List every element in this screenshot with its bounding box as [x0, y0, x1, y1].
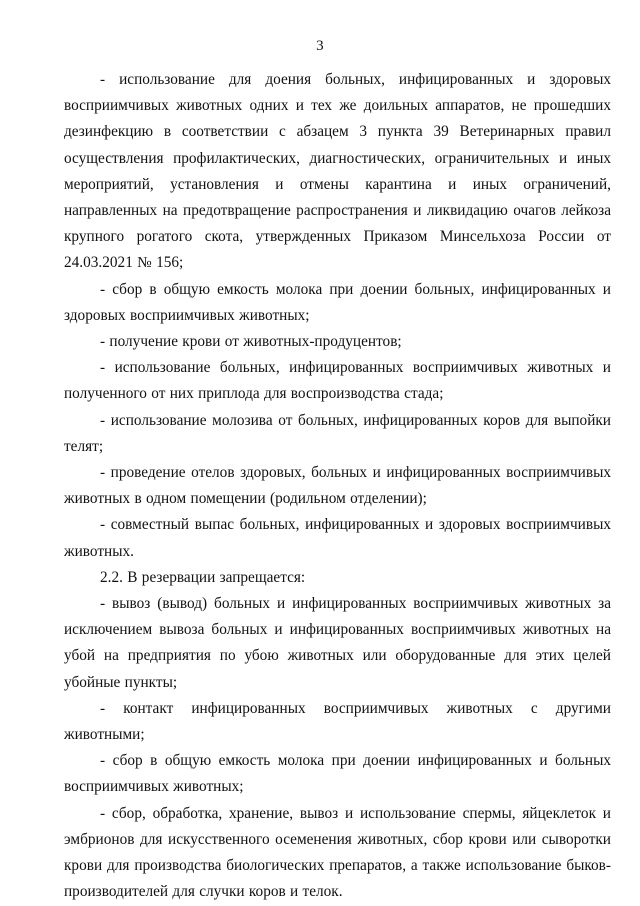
paragraph-blood-producers: - получение крови от животных-продуцентов;	[100, 333, 402, 351]
paragraph-herd-reproduction: - использование больных, инфицированных восприимчивых животных и полученного от них приплода для воспроизводства стада;	[64, 359, 611, 403]
paragraph-grazing: - совместный выпас больных, инфицированных и здоровых восприимчивых животных.	[64, 516, 611, 560]
paragraph-genetic-material: - сбор, обработка, хранение, вывоз и использование спермы, яйцеклеток и эмбрионов для искусственного осеменения животных, сбор крови или сыворотки крови для производства биологических препаратов, а также использование быков-производителей для случки коров и телок.	[64, 804, 611, 901]
section-heading-2-2: 2.2. В резервации запрещается:	[100, 568, 306, 586]
paragraph-animal-contact: - контакт инфицированных восприимчивых животных с другими животными;	[64, 699, 611, 744]
paragraph-milk-collection: - сбор в общую емкость молока при доении больных, инфицированных и здоровых восприимчивых животных;	[64, 280, 611, 324]
paragraph-milk-collection-reservation: - сбор в общую емкость молока при доении инфицированных и больных восприимчивых животных;	[64, 752, 611, 796]
paragraph-calving: - проведение отелов здоровых, больных и инфицированных восприимчивых животных в одном помещении (родильном отделении);	[64, 464, 611, 508]
paragraph-milking-equipment: - использование для доения больных, инфицированных и здоровых восприимчивых животных одних и тех же доильных аппаратов, не прошедших дезинфекцию в соответствии с абзацем 3 пункта 39 Ветеринарных правил осуществления профилактических, диагностических, ограничительных и иных мероприятий, установления и отмены карантина и иных ограничений, направленных на предотвращение распространения и ликвидацию очагов лейкоза крупного рогатого скота, утвержденных Приказом Минсельхоза России от 24.03.2021 № 156;	[64, 71, 611, 272]
document-body	[64, 67, 611, 906]
paragraph-colostrum: - использование молозива от больных, инфицированных коров для выпойки телят;	[64, 411, 611, 455]
paragraph-animal-removal: - вывоз (вывод) больных и инфицированных восприимчивых животных за исключением вывоза больных и инфицированных восприимчивых животных на убой на предприятия по убою животных или оборудованные для этих целей убойные пункты;	[64, 595, 611, 691]
page-number: 3	[316, 38, 324, 54]
